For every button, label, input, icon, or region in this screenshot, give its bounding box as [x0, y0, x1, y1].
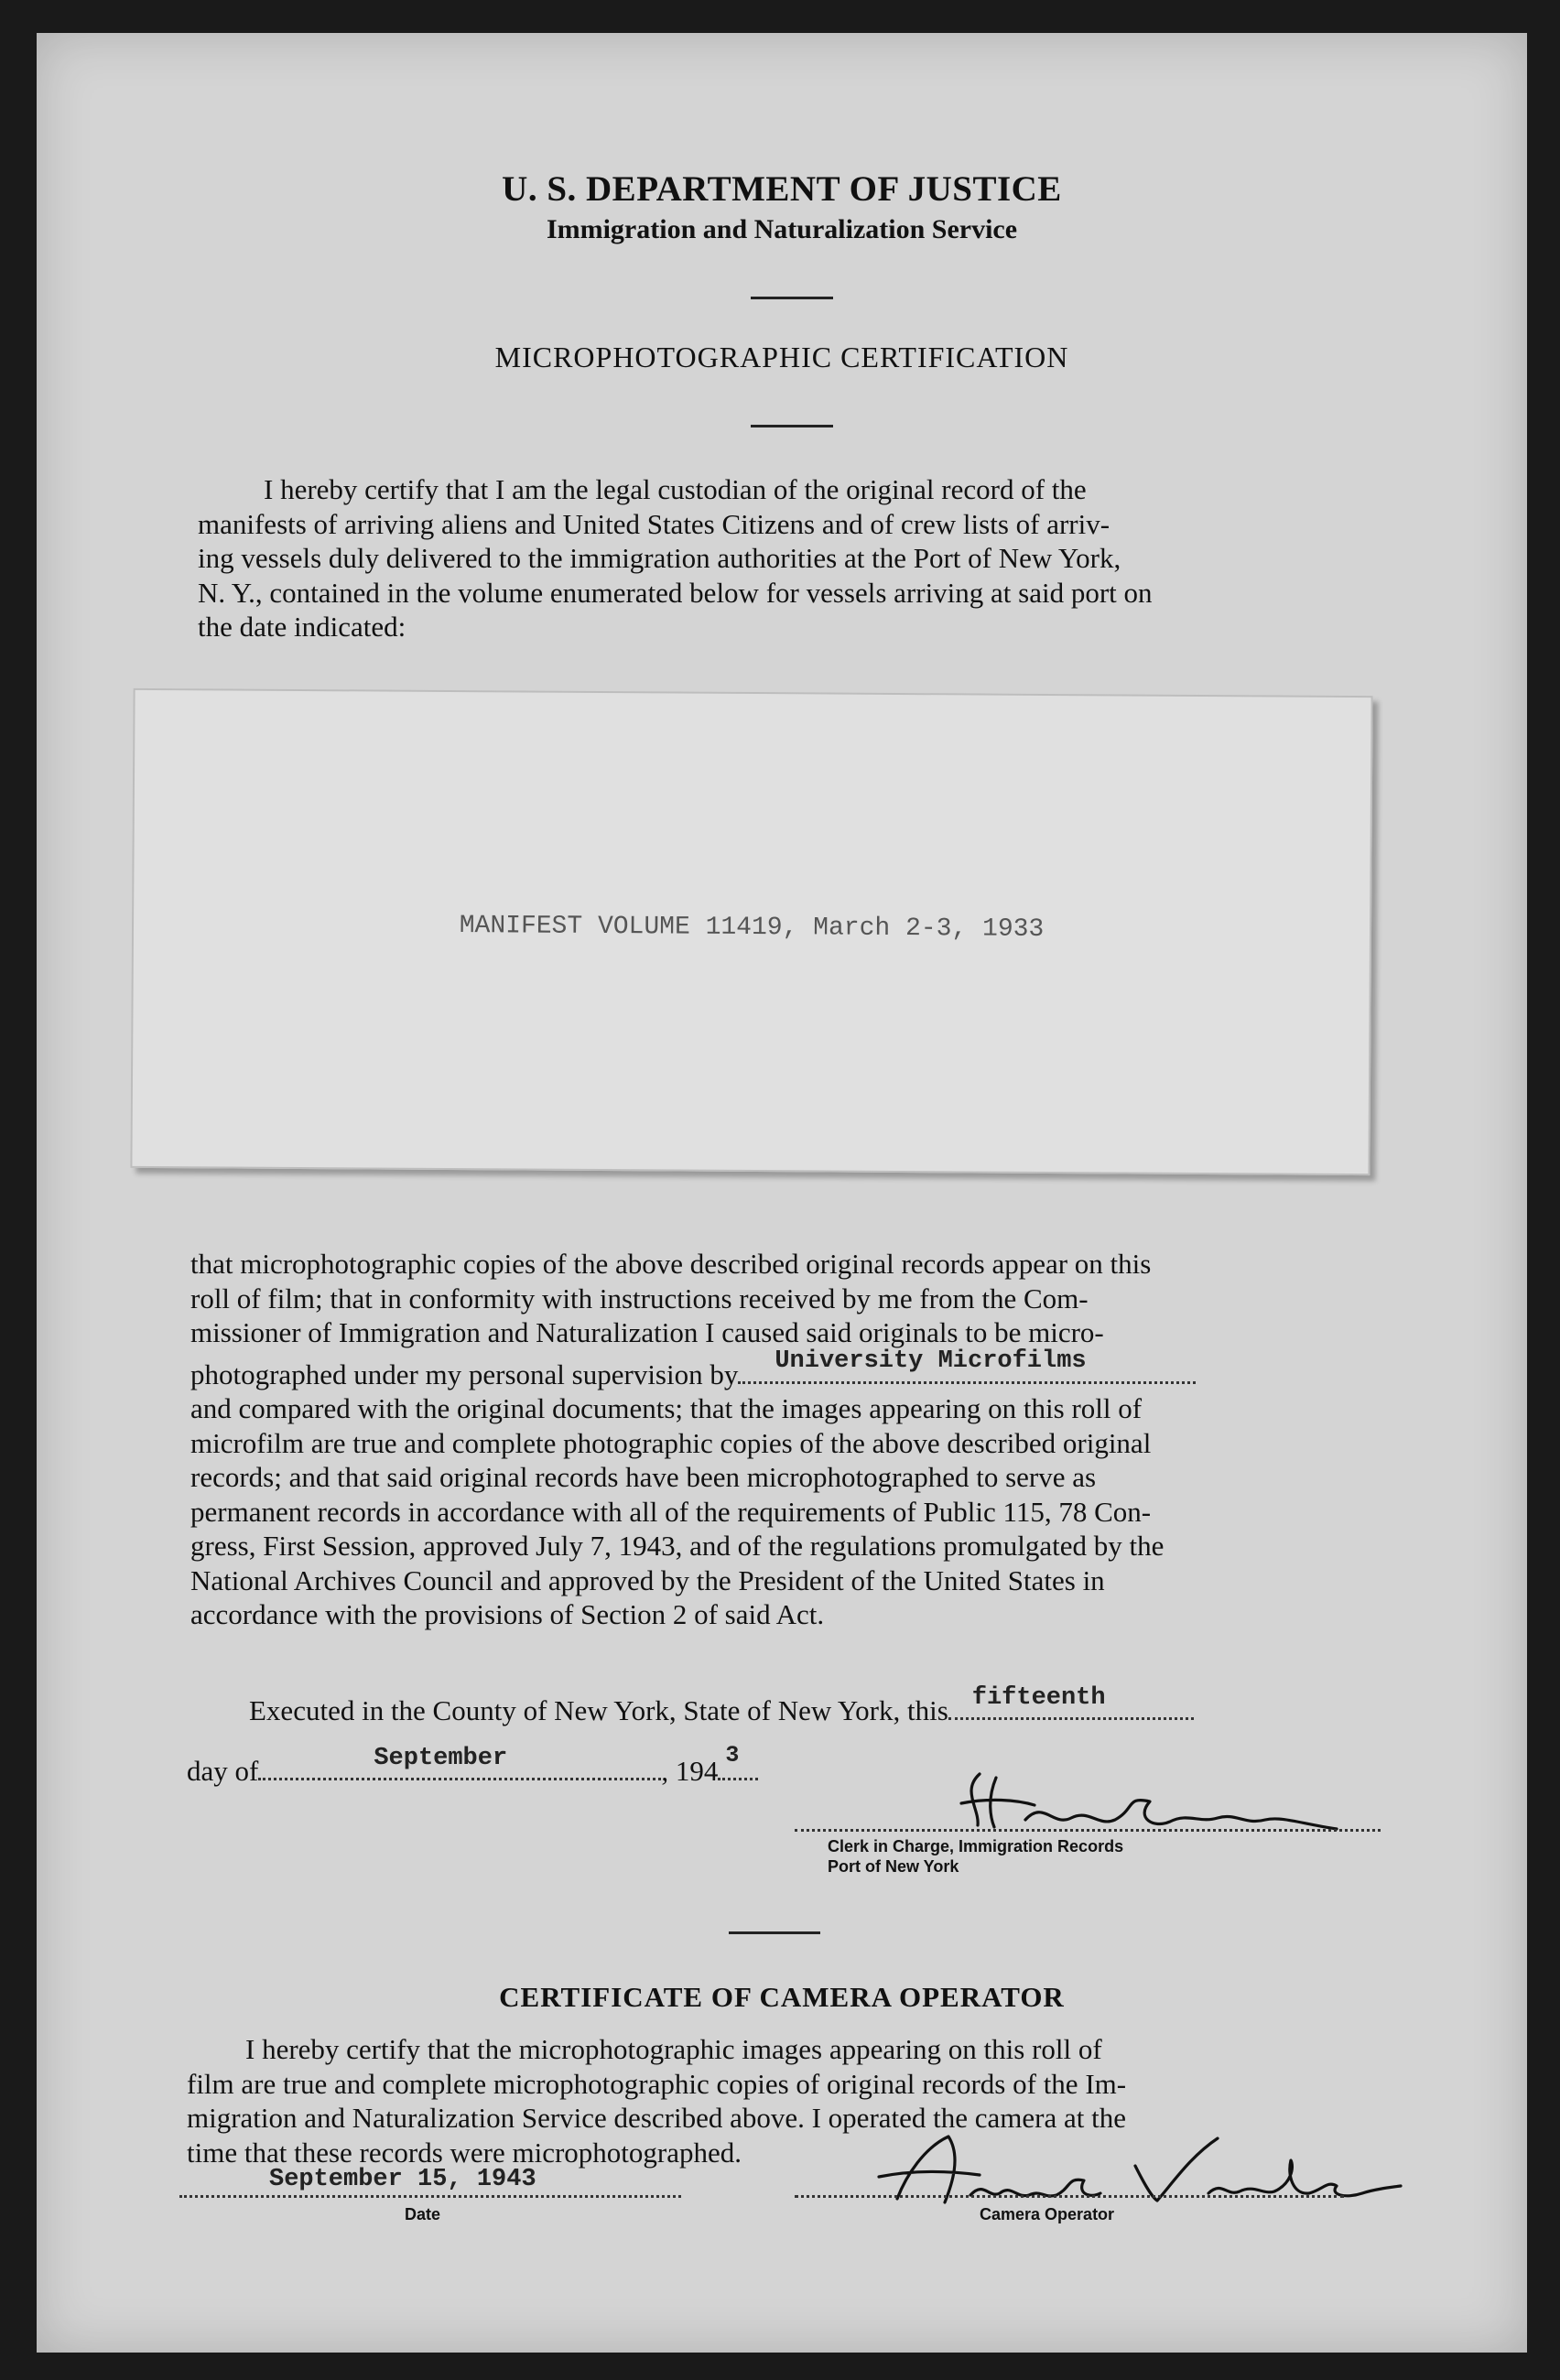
body-line: missioner of Immigration and Naturalization I caused said originals to be micro- [190, 1316, 1104, 1348]
day-of-line [187, 1741, 919, 1789]
intro-paragraph [198, 472, 1406, 644]
manifest-card [130, 688, 1372, 1175]
supervision-line [190, 1347, 1399, 1392]
year-digit: 3 [725, 1741, 740, 1769]
certificate-page [37, 33, 1527, 2353]
camera-cert-line: migration and Naturalization Service described above. I operated the camera at the [187, 2102, 1126, 2134]
department-heading: U. S. DEPARTMENT OF JUSTICE [502, 169, 1062, 209]
body-line: that microphotographic copies of the above described original records appear on this [190, 1248, 1152, 1280]
camera-operator-signature [861, 2111, 1410, 2221]
supervision-by: University Microfilms [775, 1347, 1087, 1375]
divider [751, 425, 833, 427]
executed-day: fifteenth [971, 1683, 1106, 1712]
camera-cert-title: CERTIFICATE OF CAMERA OPERATOR [499, 1981, 1065, 2013]
divider [751, 297, 833, 299]
camera-cert-line: time that these records were microphotographed. [187, 2136, 742, 2169]
body-paragraph [190, 1247, 1399, 1632]
operator-signature-line [795, 2193, 1344, 2198]
camera-cert-line: film are true and complete microphotographic copies of original records of the Im- [187, 2067, 1127, 2100]
divider [729, 1931, 820, 1934]
date-value: September 15, 1943 [269, 2166, 536, 2193]
intro-line: I hereby certify that I am the legal custodian of the original record of the [264, 473, 1087, 505]
clerk-signature-line [795, 1827, 1381, 1832]
intro-line: the date indicated: [198, 611, 406, 643]
body-line: microfilm are true and complete photographic copies of the above described original [190, 1426, 1152, 1459]
intro-line: N. Y., contained in the volume enumerated below for vessels arriving at said port on [198, 576, 1153, 609]
body-line: and compared with the original documents; that the images appearing on this roll of [190, 1392, 1143, 1424]
body-line: permanent records in accordance with all of the requirements of Public 115, 78 Con- [190, 1495, 1152, 1528]
executed-prefix: Executed in the County of New York, State of New York, this [249, 1694, 948, 1726]
service-subheading: Immigration and Naturalization Service [546, 214, 1018, 244]
body-line: roll of film; that in conformity with instructions received by me from the Com- [190, 1282, 1089, 1314]
year-fill [718, 1741, 758, 1780]
body-line: gress, First Session, approved July 7, 1943, and of the regulations promulgated by the [190, 1530, 1165, 1562]
supervision-prefix: photographed under my personal supervision by [190, 1358, 739, 1390]
year-prefix: , 194 [661, 1755, 719, 1787]
form-title: MICROPHOTOGRAPHIC CERTIFICATION [494, 341, 1069, 373]
clerk-title-line: Port of New York [828, 1857, 959, 1876]
executed-line [249, 1683, 1403, 1728]
executed-month: September [374, 1744, 508, 1772]
date-line [179, 2193, 681, 2198]
intro-line: manifests of arriving aliens and United States Citizens and of crew lists of arriv- [198, 507, 1110, 540]
intro-line: ing vessels duly delivered to the immigration authorities at the Port of New York, [198, 542, 1121, 574]
body-line: records; and that said original records have been microphotographed to serve as [190, 1461, 1097, 1493]
clerk-title-line: Clerk in Charge, Immigration Records [828, 1837, 1124, 1855]
camera-cert-line: I hereby certify that the microphotographic images appearing on this roll of [245, 2033, 1102, 2065]
body-line: accordance with the provisions of Section 2 of said Act. [190, 1598, 825, 1630]
manifest-volume-text: MANIFEST VOLUME 11419, March 2-3, 1933 [459, 912, 1045, 944]
date-label: Date [405, 2205, 441, 2223]
day-of-label: day of [187, 1755, 259, 1787]
operator-label: Camera Operator [980, 2205, 1115, 2223]
body-line: National Archives Council and approved by the President of the United States in [190, 1563, 1105, 1596]
supervision-fill [738, 1347, 1196, 1384]
clerk-title [828, 1836, 1123, 1877]
executed-day-fill [948, 1683, 1194, 1720]
month-fill [258, 1744, 661, 1780]
